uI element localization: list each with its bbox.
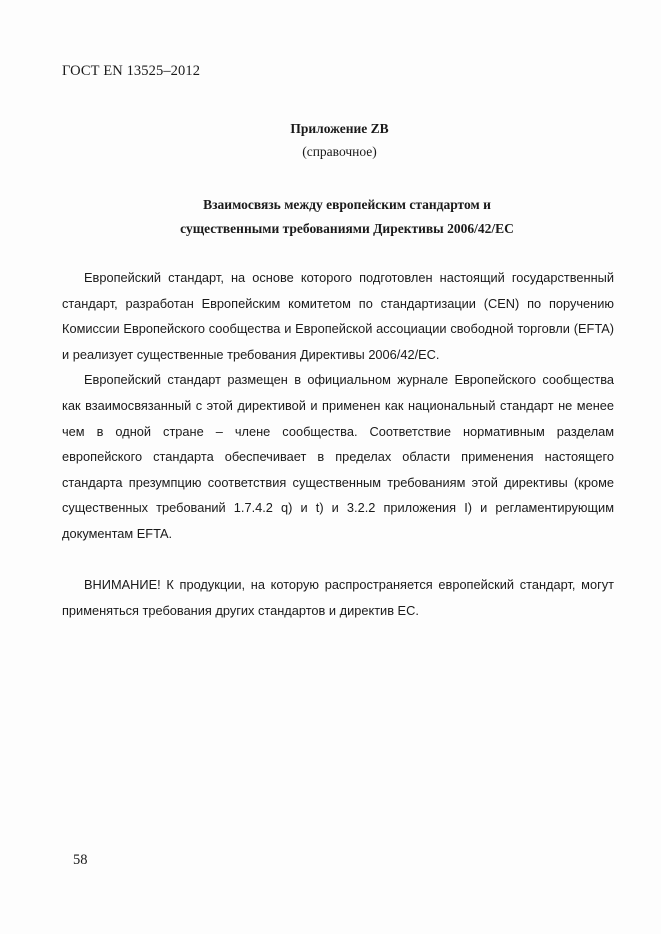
paragraph-1: Европейский стандарт, на основе которого подготовлен настоящий государственный стандарт, разработан Европейским комитетом по стандартизации (CEN) по поручению Комиссии Европейского сообщества и Европейской ассоциации свободной торговли (EFTA) и реализует существенные требования Директивы 2006/42/ЕС.	[62, 270, 614, 362]
section-title-line-1: Взаимосвязь между европейским стандартом и	[203, 197, 491, 212]
body-text	[62, 265, 614, 623]
section-title-line-2: существенными требованиями Директивы 2006/42/ЕС	[180, 221, 514, 236]
section-title	[62, 193, 614, 241]
document-code: ГОСТ EN 13525–2012	[62, 63, 201, 79]
page-number: 58	[73, 852, 88, 868]
attention-paragraph: ВНИМАНИЕ! К продукции, на которую распространяется европейский стандарт, могут применяться требования других стандартов и директив ЕС.	[62, 577, 614, 618]
appendix-note: (справочное)	[302, 144, 377, 159]
paragraph-2: Европейский стандарт размещен в официальном журнале Европейского сообщества как взаимосвязанный с этой директивой и применен как национальный стандарт не менее чем в одной стране – члене сообщества. Соответствие нормативным разделам европейского стандарта обеспечивает в пределах области применения настоящего стандарта презумпцию соответствия существенным требованиям этой директивы (кроме существенных требований 1.7.4.2 q) и t) и 3.2.2 приложения I) и регламентирующим документам EFTA.	[62, 372, 614, 541]
appendix-title: Приложение ZB	[290, 121, 389, 136]
